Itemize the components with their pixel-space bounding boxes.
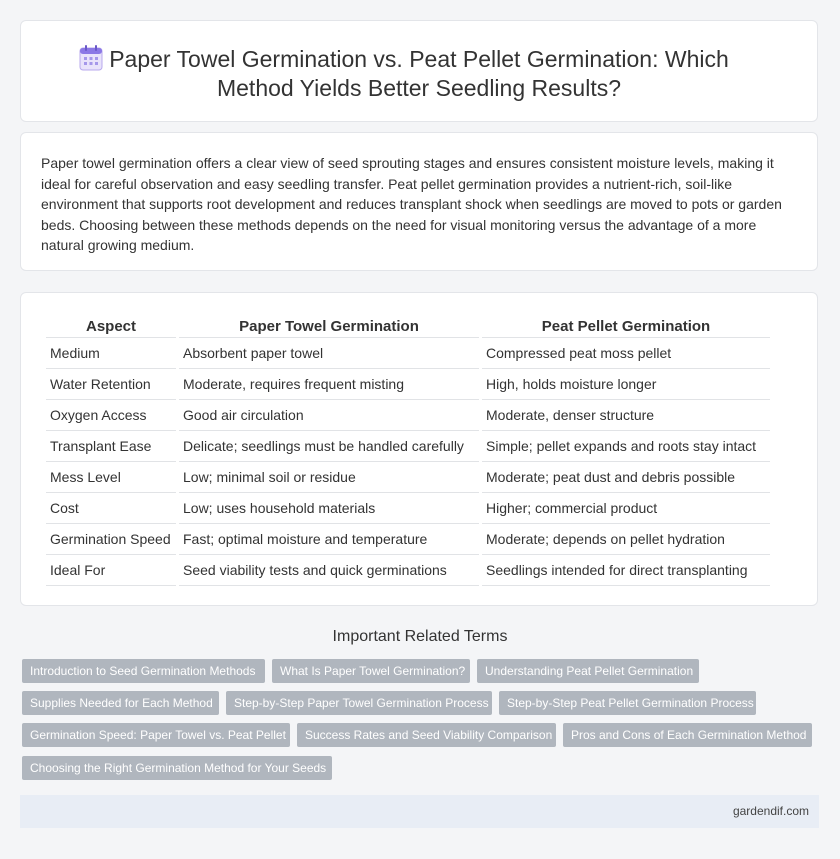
intro-paragraph: Paper towel germination offers a clear view of seed sprouting stages and ensures consistent moisture levels, making it ideal for careful observation and easy seedling transfer. Peat pellet germination provides a nutrient-rich, soil-like environment that supports root development and reduces transplant shock when seedlings are moved to pots or garden beds. Choosing between these methods depends on the need for visual monitoring versus the advantage of a more natural growing medium.: [41, 155, 782, 253]
table-cell: Transplant Ease: [46, 431, 176, 462]
table-cell: Moderate, requires frequent misting: [179, 369, 479, 400]
table-header-row: [46, 315, 770, 338]
table-cell: Compressed peat moss pellet: [482, 338, 770, 369]
table-row: [46, 462, 770, 493]
table-cell: Ideal For: [46, 555, 176, 586]
related-tag[interactable]: Step-by-Step Peat Pellet Germination Process: [499, 691, 756, 715]
column-header-peat-pellet: Peat Pellet Germination: [482, 315, 770, 338]
table-cell: Moderate; depends on pellet hydration: [482, 524, 770, 555]
related-tag[interactable]: Understanding Peat Pellet Germination: [477, 659, 699, 683]
table-cell: Germination Speed: [46, 524, 176, 555]
related-tag[interactable]: Success Rates and Seed Viability Comparison: [297, 723, 556, 747]
related-terms-heading: Important Related Terms: [332, 628, 508, 645]
table-cell: Good air circulation: [179, 400, 479, 431]
table-row: [46, 431, 770, 462]
table-cell: Low; minimal soil or residue: [179, 462, 479, 493]
table-row: [46, 400, 770, 431]
footer: [20, 795, 819, 828]
table-cell: Cost: [46, 493, 176, 524]
table-cell: Higher; commercial product: [482, 493, 770, 524]
table-cell: Moderate; peat dust and debris possible: [482, 462, 770, 493]
table-cell: Moderate, denser structure: [482, 400, 770, 431]
related-tag[interactable]: Germination Speed: Paper Towel vs. Peat Pellet: [22, 723, 290, 747]
table-row: [46, 524, 770, 555]
table-row: [46, 493, 770, 524]
table-cell: Absorbent paper towel: [179, 338, 479, 369]
table-cell: Seed viability tests and quick germinations: [179, 555, 479, 586]
related-tag[interactable]: Choosing the Right Germination Method for Your Seeds: [22, 756, 332, 780]
title-card: [20, 20, 818, 122]
page-title: Paper Towel Germination vs. Peat Pellet Germination: Which Method Yields Better Seedling Results?: [109, 46, 729, 101]
site-link[interactable]: gardendif.com: [732, 804, 809, 818]
related-tag[interactable]: Pros and Cons of Each Germination Method: [563, 723, 812, 747]
table-cell: Mess Level: [46, 462, 176, 493]
related-tag[interactable]: What Is Paper Towel Germination?: [272, 659, 470, 683]
table-row: [46, 338, 770, 369]
table-cell: Seedlings intended for direct transplanting: [482, 555, 770, 586]
table-row: [46, 369, 770, 400]
comparison-table: [43, 315, 773, 586]
related-tag[interactable]: Supplies Needed for Each Method: [22, 691, 219, 715]
table-cell: Low; uses household materials: [179, 493, 479, 524]
column-header-paper-towel: Paper Towel Germination: [179, 315, 479, 338]
table-cell: Simple; pellet expands and roots stay intact: [482, 431, 770, 462]
column-header-aspect: Aspect: [46, 315, 176, 338]
table-row: [46, 555, 770, 586]
table-cell: Medium: [46, 338, 176, 369]
intro-card: [20, 132, 818, 271]
table-cell: Water Retention: [46, 369, 176, 400]
related-tag[interactable]: Introduction to Seed Germination Methods: [22, 659, 265, 683]
related-tag[interactable]: Step-by-Step Paper Towel Germination Process: [226, 691, 492, 715]
table-cell: High, holds moisture longer: [482, 369, 770, 400]
table-cell: Delicate; seedlings must be handled carefully: [179, 431, 479, 462]
table-cell: Oxygen Access: [46, 400, 176, 431]
table-cell: Fast; optimal moisture and temperature: [179, 524, 479, 555]
comparison-table-card: [20, 292, 818, 606]
